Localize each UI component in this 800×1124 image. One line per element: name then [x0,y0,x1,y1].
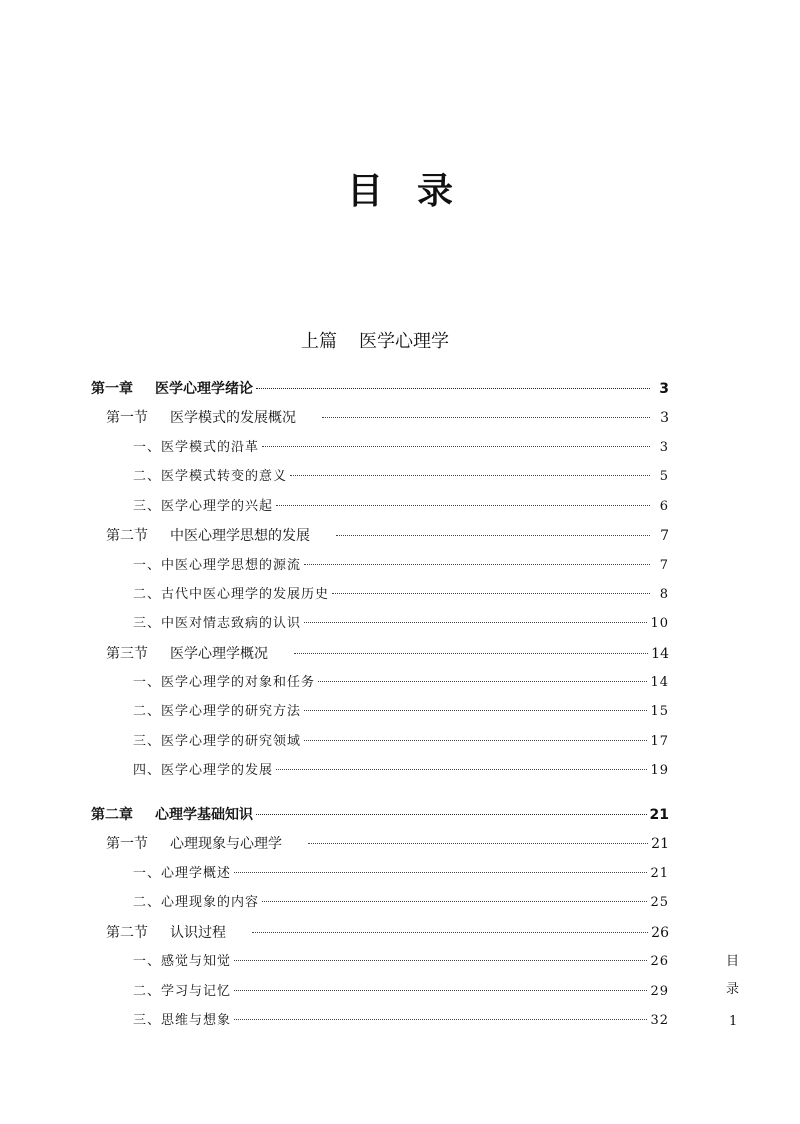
toc-item-row[interactable] [133,467,669,487]
toc-item-row[interactable] [133,438,669,458]
toc-entry-number: 第二节 [106,528,148,544]
toc-item-row[interactable] [133,893,669,913]
dot-leader [256,814,647,815]
toc-entry-title [106,834,282,854]
toc-entry-title [91,379,253,399]
toc-entry-text: 二、学习与记忆 [133,984,232,999]
toc-entry-title [133,982,231,1002]
toc-chapter-row[interactable] [91,805,669,825]
toc-section-row[interactable] [106,644,669,664]
toc-entry-text: 心理现象与心理学 [170,836,282,852]
toc-entry-title [133,732,301,752]
toc-page-number: 17 [650,734,669,749]
toc-entry-number: 第二节 [106,925,148,941]
dot-leader [304,564,650,565]
toc-entry-text: 二、古代中医心理学的发展历史 [133,587,330,602]
toc-page-number: 26 [651,925,669,941]
toc-entry-title [106,526,310,546]
toc-page-number: 10 [650,616,669,631]
toc-item-row[interactable] [133,952,669,972]
toc-entry-text: 三、思维与想象 [133,1013,232,1028]
toc-page-number: 5 [659,469,669,484]
toc-item-row[interactable] [133,761,669,781]
toc-page-number: 26 [650,954,669,969]
toc-page-number: 21 [651,836,669,852]
toc-page-number: 3 [660,410,669,426]
toc-page-number: 14 [650,675,669,690]
toc-entry-text: 认识过程 [170,925,226,941]
dot-leader [332,593,650,594]
toc-entry-text: 一、感觉与知觉 [133,954,232,969]
toc-page-number: 3 [659,440,669,455]
toc-entry-title [106,923,226,943]
toc-page-number: 21 [650,866,669,881]
toc-entry-text: 医学模式的发展概况 [170,410,296,426]
toc-page-number: 7 [660,528,669,544]
toc-page-number: 32 [650,1013,669,1028]
page-title-char-1: 目 [346,170,383,212]
toc-page-number: 29 [650,984,669,999]
toc-entry-number: 第一章 [91,381,133,397]
dot-leader [308,843,648,844]
part-heading-name: 医学心理学 [359,331,449,352]
toc-entry-text: 一、医学模式的沿革 [133,440,260,455]
side-marker-char-1: 目 [726,954,740,969]
toc-entry-number: 第三节 [106,646,148,662]
toc-entry-text: 一、中医心理学思想的源流 [133,558,302,573]
toc-page-number: 19 [650,763,669,778]
toc-section-row[interactable] [106,526,669,546]
toc-page-number: 6 [659,499,669,514]
toc-section-row[interactable] [106,834,669,854]
dot-leader [234,960,647,961]
toc-entry-title [133,438,259,458]
toc-item-row[interactable] [133,702,669,722]
toc-entry-text: 三、医学心理学的兴起 [133,499,274,514]
toc-page-number: 25 [650,895,669,910]
toc-entry-number: 第一节 [106,836,148,852]
toc-item-row[interactable] [133,497,669,517]
toc-entry-title [133,614,301,634]
toc-item-row[interactable] [133,614,669,634]
toc-entry-text: 医学心理学绪论 [155,381,253,397]
toc-page-number: 7 [659,558,669,573]
toc-entry-text: 二、心理现象的内容 [133,895,260,910]
toc-entry-text: 中医心理学思想的发展 [170,528,310,544]
dot-leader [304,622,647,623]
toc-section-row[interactable] [106,408,669,428]
toc-item-row[interactable] [133,982,669,1002]
dot-leader [276,769,647,770]
page-title [0,163,800,214]
toc-item-row[interactable] [133,732,669,752]
dot-leader [304,740,647,741]
toc-entry-text: 医学心理学概况 [170,646,268,662]
toc-entry-title [133,864,231,884]
toc-item-row[interactable] [133,585,669,605]
dot-leader [262,901,647,902]
part-heading [0,327,750,353]
toc-entry-title [133,673,315,693]
page-title-char-2: 录 [417,170,454,212]
toc-page-number: 21 [649,807,669,823]
part-heading-part: 上篇 [301,331,337,352]
page-number: 1 [729,1014,738,1029]
toc-entry-title [133,893,259,913]
toc-page-number: 15 [650,704,669,719]
dot-leader [318,681,647,682]
toc-item-row[interactable] [133,1011,669,1031]
dot-leader [252,932,648,933]
toc-entry-text: 二、医学心理学的研究方法 [133,704,302,719]
toc-item-row[interactable] [133,673,669,693]
toc-item-row[interactable] [133,864,669,884]
side-marker-char-2: 录 [726,982,740,997]
toc-entry-title [133,952,231,972]
toc-entry-title [133,467,287,487]
dot-leader [256,388,650,389]
toc-page-number: 14 [651,646,669,662]
dot-leader [294,653,648,654]
dot-leader [290,475,650,476]
toc-entry-title [106,644,268,664]
toc-entry-text: 三、中医对情志致病的认识 [133,616,302,631]
dot-leader [304,710,647,711]
toc-item-row[interactable] [133,556,669,576]
toc-entry-title [106,408,296,428]
toc-entry-title [133,761,273,781]
dot-leader [322,417,650,418]
dot-leader [276,505,650,506]
toc-entry-text: 心理学基础知识 [155,807,253,823]
toc-page-number: 3 [659,381,669,397]
dot-leader [336,535,650,536]
toc-entry-title [133,556,301,576]
toc-section-row[interactable] [106,923,669,943]
toc-entry-number: 第二章 [91,807,133,823]
dot-leader [234,1019,647,1020]
toc-entry-text: 一、心理学概述 [133,866,232,881]
toc-entry-title [133,1011,231,1031]
toc-entry-text: 一、医学心理学的对象和任务 [133,675,316,690]
dot-leader [234,990,647,991]
dot-leader [234,872,647,873]
toc-entry-title [91,805,253,825]
toc-entry-title [133,702,301,722]
toc-entry-text: 四、医学心理学的发展 [133,763,274,778]
toc-page-number: 8 [659,587,669,602]
toc-entry-text: 二、医学模式转变的意义 [133,469,288,484]
dot-leader [262,446,650,447]
toc-entry-title [133,585,329,605]
toc-chapter-row[interactable] [91,379,669,399]
toc-entry-text: 三、医学心理学的研究领域 [133,734,302,749]
toc-entry-number: 第一节 [106,410,148,426]
toc-entry-title [133,497,273,517]
